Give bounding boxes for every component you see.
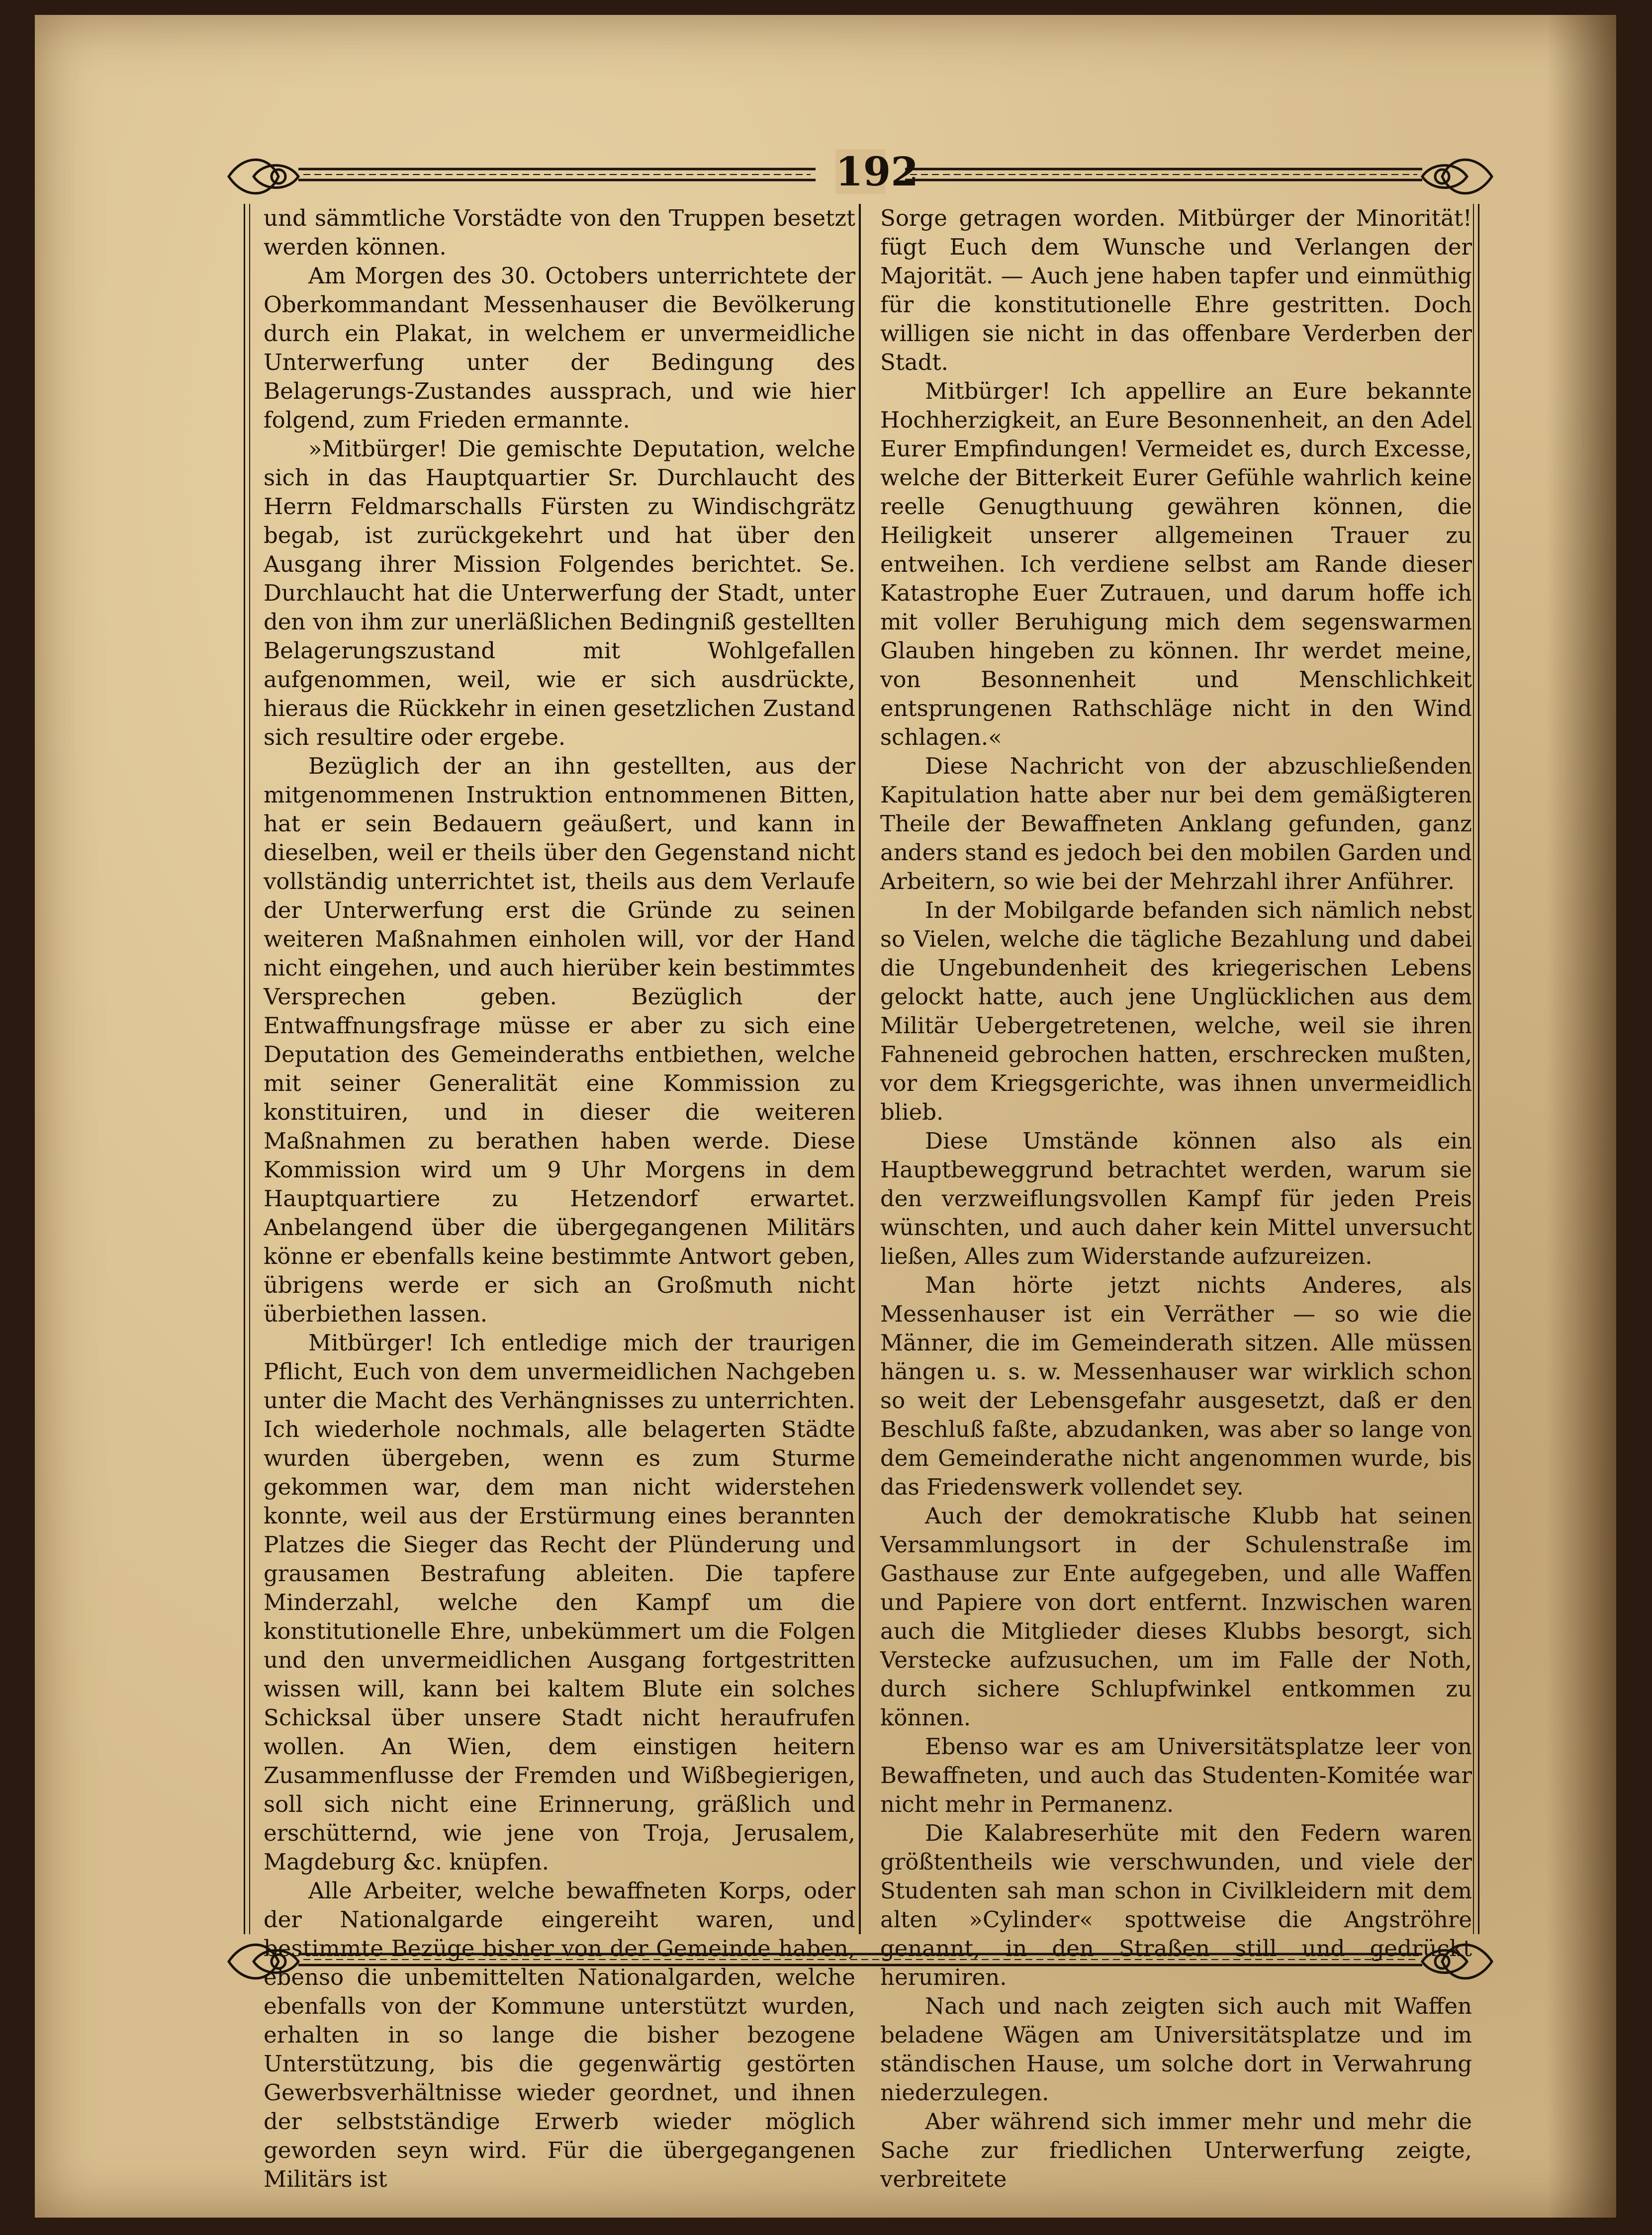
bottom-ornament-border bbox=[224, 1934, 1497, 1989]
paragraph: Diese Nachricht von der abzuschließenden Kapitulation hatte aber nur bei dem gemäßigteren Theile der Bewaffneten Anklang gefunden, ganz anders stand es jedoch bei den mobilen Garden und Arbeitern, so wie bei der Mehrzahl ihrer Anführer. bbox=[880, 753, 1472, 894]
paragraph: Mitbürger! Ich appellire an Eure bekannte Hochherzigkeit, an Eure Besonnenheit, an den Adel Eurer Empfindungen! Vermeidet es, durch Excesse, welche der Bitterkeit Eurer Gefühle wahrlich keine reelle Genugthuung gewähren können, die Heiligkeit unserer allgemeinen Trauer zu entweihen. Ich verdiene selbst am Rande dieser Katastrophe Euer Zutrauen, und darum hoffe ich mit voller Beruhigung mich dem segenswarmen Glauben hingeben zu können. Ihr werdet meine, von Besonnenheit und Menschlichkeit entsprungenen Rathschläge nicht in den Wind schlagen.« bbox=[880, 378, 1472, 750]
paragraph: Man hörte jetzt nichts Anderes, als Messenhauser ist ein Verräther — so wie die Männer, die im Gemeinderath sitzen. Alle müssen hängen u. s. w. Messenhauser war wirklich schon so weit der Lebensgefahr ausgesetzt, daß er den Beschluß faßte, abzudanken, was aber so lange von dem Gemeinderathe nicht angenommen wurde, bis das Friedenswerk vollendet sey. bbox=[880, 1272, 1472, 1500]
paragraph: Alle Arbeiter, welche bewaffneten Korps, oder der Nationalgarde eingereiht waren, und bestimmte Bezüge bisher von der Gemeinde haben, ebenso die unbemittelten Nationalgarden, welche ebenfalls von der Kommune unterstützt wurden, erhalten in so lange die bisher bezogene Unterstützung, bis die gegenwärtig gestörten Gewerbsverhältnisse wieder geordnet, und ihnen der selbstständige Erwerb wieder möglich geworden seyn wird. Für die übergegangenen Militärs ist bbox=[264, 1877, 855, 2192]
left-column bbox=[264, 204, 855, 2192]
paragraph: Sorge getragen worden. Mitbürger der Minorität! fügt Euch dem Wunsche und Verlangen der Majorität. — Auch jene haben tapfer und einmüthig für die konstitutionelle Ehre gestritten. Doch willigen sie nicht in das offenbare Verderben der Stadt. bbox=[880, 205, 1472, 375]
page-number: 192 bbox=[835, 148, 918, 195]
paragraph: Mitbürger! Ich entledige mich der traurigen Pflicht, Euch von dem unvermeidlichen Nachgeben unter die Macht des Verhängnisses zu unterrichten. Ich wiederhole nochmals, alle belagerten Städte wurden übergeben, wenn es zum Sturme gekommen war, dem man nicht widerstehen konnte, weil aus der Erstürmung eines berannten Platzes die Sieger das Recht der Plünderung und grausamen Bestrafung ableiten. Die tapfere Minderzahl, welche den Kampf um die konstitutionelle Ehre, unbekümmert um die Folgen und den unvermeidlichen Ausgang fortgestritten wissen will, kann bei kaltem Blute ein solches Schicksal über unsere Stadt nicht heraufrufen wollen. An Wien, dem einstigen heitern Zusammenflusse der Fremden und Wißbegierigen, soll sich nicht eine Erinnerung, gräßlich und erschütternd, wie jene von Troja, Jerusalem, Magdeburg &c. knüpfen. bbox=[264, 1330, 855, 1875]
page-frame bbox=[224, 148, 1497, 2192]
paragraph: Die Kalabreserhüte mit den Federn waren größtentheils wie verschwunden, und viele der Studenten sah man schon in Civilkleidern mit dem alten »Cylinder« spottweise die Angströhre genannt, in den Straßen still und gedrückt herumiren. bbox=[880, 1820, 1472, 1990]
right-border-rule bbox=[1473, 204, 1479, 1934]
paragraph: und sämmtliche Vorstädte von den Truppen besetzt werden können. bbox=[264, 205, 855, 260]
paragraph: Ebenso war es am Universitätsplatze leer von Bewaffneten, und auch das Studenten-Komitée war nicht mehr in Permanenz. bbox=[880, 1733, 1472, 1817]
paragraph: Nach und nach zeigten sich auch mit Waffen beladene Wägen am Universitätsplatze und im ständischen Hause, um solche dort in Verwahrung niederzulegen. bbox=[880, 1993, 1472, 2106]
paragraph: Auch der demokratische Klubb hat seinen Versammlungsort in der Schulenstraße im Gasthause zur Ente aufgegeben, und alle Waffen und Papiere von dort entfernt. Inzwischen waren auch die Mitglieder dieses Klubbs besorgt, sich Verstecke aufzusuchen, um im Falle der Noth, durch sichere Schlupfwinkel entkommen zu können. bbox=[880, 1503, 1472, 1731]
paragraph: Bezüglich der an ihn gestellten, aus der mitgenommenen Instruktion entnommenen Bitten, hat er sein Bedauern geäußert, und kann in dieselben, weil er theils über den Gegenstand nicht vollständig unterrichtet ist, theils aus dem Verlaufe der Unterwerfung erst die Gründe zu seinen weiteren Maßnahmen einholen will, vor der Hand nicht eingehen, und auch hierüber kein bestimmtes Versprechen geben. Bezüglich der Entwaffnungsfrage müsse er aber zu sich eine Deputation des Gemeinderaths entbiethen, welche mit seiner Generalität eine Kommission zu konstituiren, und in dieser die weiteren Maßnahmen zu berathen haben werde. Diese Kommission wird um 9 Uhr Morgens in dem Hauptquartiere zu Hetzendorf erwartet. Anbelangend über die übergegangenen Militärs könne er ebenfalls keine bestimmte Antwort geben, übrigens werde er sich an Großmuth nicht überbiethen lassen. bbox=[264, 753, 855, 1327]
book-page bbox=[35, 15, 1616, 2218]
left-border-rule bbox=[244, 204, 250, 1934]
binding-shadow bbox=[1547, 15, 1616, 2218]
right-column bbox=[880, 204, 1472, 2192]
paragraph: »Mitbürger! Die gemischte Deputation, welche sich in das Hauptquartier Sr. Durchlaucht des Herrn Feldmarschalls Fürsten zu Windischgrätz begab, ist zurückgekehrt und hat über den Ausgang ihrer Mission Folgendes berichtet. Se. Durchlaucht hat die Unterwerfung der Stadt, unter den von ihm zur unerläßlichen Bedingniß gestellten Belagerungszustand mit Wohlgefallen aufgenommen, weil, wie er sich ausdrückte, hieraus die Rückkehr in einen gesetzlichen Zustand sich resultire oder ergebe. bbox=[264, 436, 855, 750]
paragraph: Aber während sich immer mehr und mehr die Sache zur friedlichen Unterwerfung zeigte, verbreitete bbox=[880, 2108, 1472, 2192]
paragraph: Diese Umstände können also als ein Hauptbeweggrund betrachtet werden, warum sie den verzweiflungsvollen Kampf für jeden Preis wünschten, und auch daher kein Mittel unversucht ließen, Alles zum Widerstande aufzureizen. bbox=[880, 1128, 1472, 1269]
paragraph: Am Morgen des 30. Octobers unterrichtete der Oberkommandant Messenhauser die Bevölkerung durch ein Plakat, in welchem er unvermeidliche Unterwerfung unter der Bedingung des Belagerungs-Zustandes aussprach, und wie hier folgend, zum Frieden ermannte. bbox=[264, 263, 855, 433]
column-divider bbox=[859, 204, 861, 1934]
paragraph: In der Mobilgarde befanden sich nämlich nebst so Vielen, welche die tägliche Bezahlung und dabei die Ungebundenheit des kriegerischen Lebens gelockt hatte, auch jene Unglücklichen aus dem Militär Uebergetretenen, welche, weil sie ihren Fahneneid gebrochen hatten, erschrecken mußten, vor dem Kriegsgerichte, was ihnen unvermeidlich blieb. bbox=[880, 897, 1472, 1125]
